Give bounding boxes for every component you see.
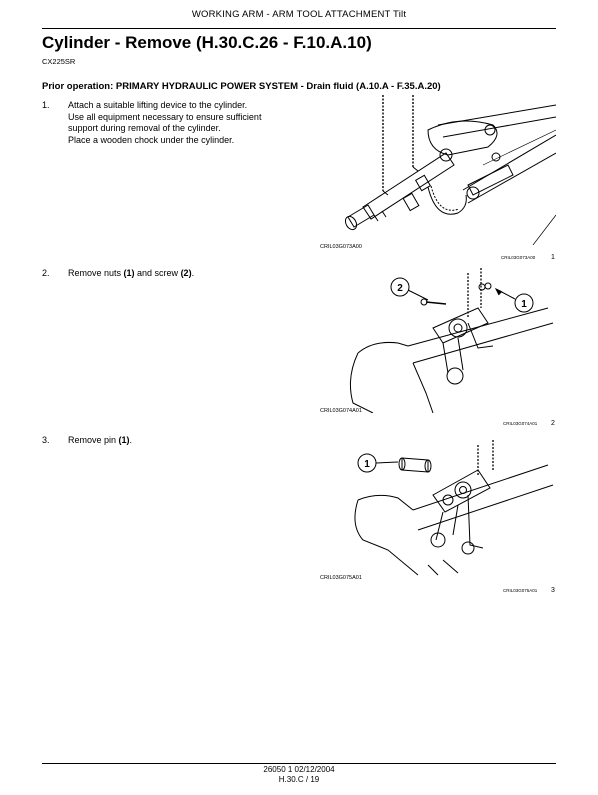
footer-divider (42, 763, 556, 764)
footer-date: 26050 1 02/12/2004 (263, 765, 335, 774)
step-2-text-c: . (191, 268, 195, 278)
figure-2-callout-1: 1 (521, 299, 527, 310)
step-1-line-3: support during removal of the cylinder. (68, 123, 221, 133)
step-2-callout-2: (2) (180, 268, 192, 278)
model-code: CX225SR (42, 57, 76, 66)
step-number: 2. (42, 268, 50, 278)
figure-2-illustration (318, 268, 556, 413)
step-number: 3. (42, 435, 50, 445)
figure-3-code: CRIL03G075A01 (320, 575, 362, 581)
step-3-text-b: . (129, 435, 133, 445)
running-header: WORKING ARM - ARM TOOL ATTACHMENT Tilt (191, 9, 407, 20)
step-2-text-a: Remove nuts (68, 268, 124, 278)
figure-1-code: CRIL03G073A00 (320, 244, 362, 250)
figure-3-illustration (318, 440, 556, 580)
step-1-line-2: Use all equipment necessary to ensure sufficient (68, 111, 262, 122)
figure-3-number: 3 (551, 587, 555, 594)
figure-3-callout-1: 1 (364, 459, 370, 470)
figure-2-ref: CRIL03G074A01 (503, 421, 538, 426)
figure-3-ref: CRIL03G075A01 (503, 588, 538, 593)
figure-1-number: 1 (551, 254, 555, 261)
page-title: Cylinder - Remove (H.30.C.26 - F.10.A.10) (42, 33, 372, 52)
figure-2-callout-2: 2 (397, 283, 403, 294)
step-1-line-4: Place a wooden chock under the cylinder. (68, 134, 235, 145)
step-2-text-b: and screw (134, 268, 181, 278)
step-1-line-1: Attach a suitable lifting device to the cylinder. (68, 100, 248, 110)
figure-1-illustration (318, 95, 556, 245)
step-3-callout-1: (1) (118, 435, 130, 445)
figure-2-number: 2 (551, 420, 555, 427)
header-divider (42, 28, 556, 29)
step-3-text-a: Remove pin (68, 435, 119, 445)
page-number: H.30.C / 19 (278, 775, 320, 784)
prior-operation: Prior operation: PRIMARY HYDRAULIC POWER SYSTEM - Drain fluid (A.10.A - F.35.A.20) (42, 81, 441, 92)
step-2-callout-1: (1) (123, 268, 135, 278)
step-number: 1. (42, 100, 50, 110)
figure-2-code: CRIL03G074A01 (320, 408, 362, 414)
figure-1-ref: CRIL03G073A00 (501, 255, 536, 260)
